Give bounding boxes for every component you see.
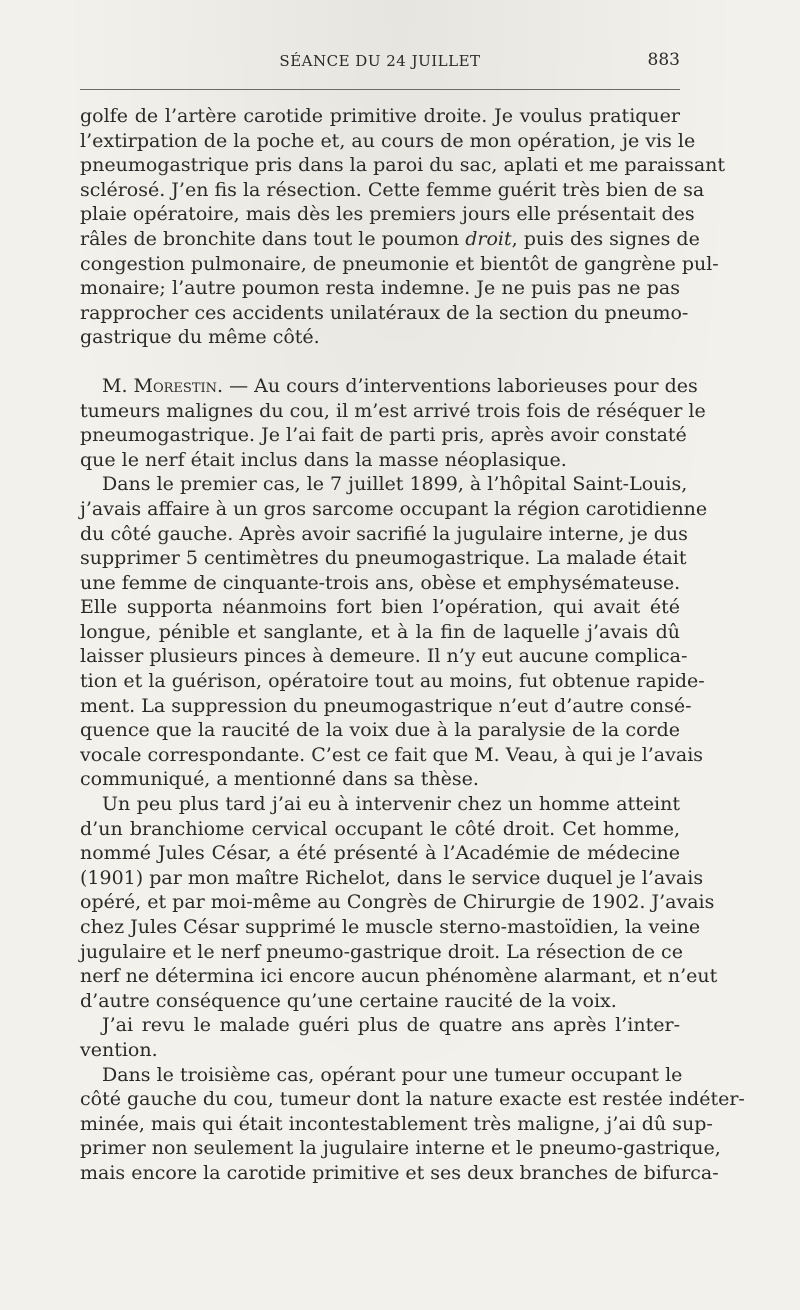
text-line: côté gauche du cou, tumeur dont la nature exacte est restée indéter- — [80, 1088, 745, 1111]
text-line: golfe de l’artère carotide primitive droite. Je voulus pratiquer — [80, 105, 680, 127]
text-line: congestion pulmonaire, de pneumonie et bientôt de gangrène pul- — [80, 252, 719, 275]
text-line: vention. — [80, 1038, 158, 1061]
text-line: Un peu plus tard j’ai eu à intervenir chez un homme atteint — [102, 793, 680, 816]
text-line: (1901) par mon maître Richelot, dans le service duquel je l’avais — [80, 866, 704, 889]
text-line: que le nerf était inclus dans la masse néoplasique. — [80, 448, 567, 471]
text-line: monaire; l’autre poumon resta indemne. Je ne puis pas ne pas — [80, 277, 680, 300]
text-line: primer non seulement la jugulaire interne et le pneumo-gastrique, — [80, 1137, 721, 1160]
text-line: d’autre conséquence qu’une certaine raucité de la voix. — [80, 989, 617, 1012]
text-line — [80, 374, 698, 399]
text-line — [80, 227, 700, 252]
text-line: tumeurs malignes du cou, il m’est arrivé trois fois de réséquer le — [80, 399, 706, 422]
text-line: J’ai revu le malade guéri plus de quatre ans après l’inter- — [102, 1014, 680, 1037]
text-line: pneumogastrique pris dans la paroi du sac, aplati et me paraissant — [80, 154, 726, 177]
text-line: mais encore la carotide primitive et ses deux branches de bifurca- — [80, 1161, 719, 1184]
text-line: une femme de cinquante-trois ans, obèse et emphysémateuse. — [80, 571, 681, 594]
paragraph-gap — [80, 350, 680, 374]
header-rule — [80, 89, 680, 90]
text-line: opéré, et par moi-même au Congrès de Chirurgie de 1902. J’avais — [80, 891, 715, 914]
text-line: Dans le premier cas, le 7 juillet 1899, à l’hôpital Saint-Louis, — [102, 473, 688, 496]
text-line: j’avais affaire à un gros sarcome occupant la région carotidienne — [80, 497, 708, 520]
text-line: nommé Jules César, a été présenté à l’Académie de médecine — [80, 842, 680, 865]
text-line: ment. La suppression du pneumogastrique n’eut d’autre consé- — [80, 694, 692, 717]
speaker-name: M. Morestin. — [102, 374, 224, 397]
running-title: SÉANCE DU 24 JUILLET — [279, 52, 481, 70]
text-line: minée, mais qui était incontestablement très maligne, j’ai dû sup- — [80, 1112, 713, 1135]
text-line: pneumogastrique. Je l’ai fait de parti pris, après avoir constaté — [80, 424, 687, 447]
text-line: longue, pénible et sanglante, et à la fin de laquelle j’avais dû — [80, 620, 680, 643]
text-line: communiqué, a mentionné dans sa thèse. — [80, 768, 479, 791]
body-text — [80, 104, 745, 1186]
text-segment: — Au cours d’interventions laborieuses pour des — [223, 374, 698, 397]
text-line: tion et la guérison, opératoire tout au moins, fut obtenue rapide- — [80, 670, 705, 693]
text-line: nerf ne détermina ici encore aucun phénomène alarmant, et n’eut — [80, 965, 718, 988]
text-line: chez Jules César supprimé le muscle sterno-mastoïdien, la veine — [80, 916, 701, 938]
text-line: laisser plusieurs pinces à demeure. Il n’y eut aucune complica- — [80, 645, 688, 668]
text-line: d’un branchiome cervical occupant le côté droit. Cet homme, — [80, 817, 680, 840]
page-header — [80, 50, 680, 76]
italic-word: droit — [465, 227, 512, 250]
text-line: Dans le troisième cas, opérant pour une tumeur occupant le — [102, 1063, 683, 1086]
text-line: Elle supporta néanmoins fort bien l’opération, qui avait été — [80, 596, 680, 619]
text-line: quence que la raucité de la voix due à la paralysie de la corde — [80, 719, 680, 742]
text-line: l’extirpation de la poche et, au cours de mon opération, je vis le — [80, 129, 696, 152]
text-line: sclérosé. J’en fis la résection. Cette femme guérit très bien de sa — [80, 178, 705, 201]
text-line: plaie opératoire, mais dès les premiers jours elle présentait des — [80, 203, 695, 226]
text-line: vocale correspondante. C’est ce fait que M. Veau, à qui je l’avais — [80, 743, 704, 766]
page-number: 883 — [647, 50, 680, 70]
text-segment: , puis des signes de — [511, 227, 700, 250]
text-line: rapprocher ces accidents unilatéraux de la section du pneumo- — [80, 301, 689, 324]
text-segment: râles de bronchite dans tout le poumon — [80, 227, 466, 250]
text-line: supprimer 5 centimètres du pneumogastrique. La malade était — [80, 547, 687, 570]
text-line: du côté gauche. Après avoir sacrifié la jugulaire interne, je dus — [80, 522, 688, 545]
text-line: jugulaire et le nerf pneumo-gastrique droit. La résection de ce — [80, 940, 683, 963]
text-line: gastrique du même côté. — [80, 326, 320, 349]
